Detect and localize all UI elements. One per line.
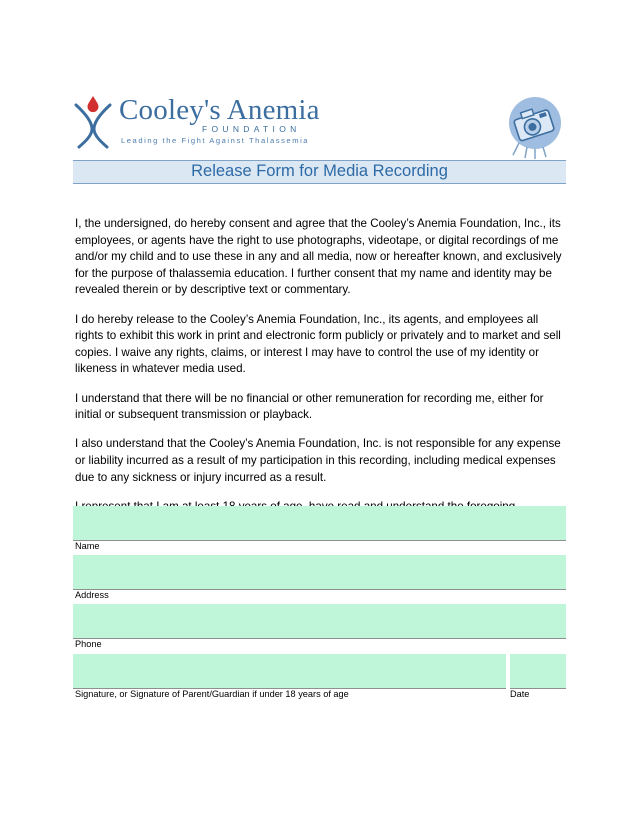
camera-icon bbox=[503, 97, 567, 159]
paragraph-remuneration: I understand that there will be no financial or other remuneration for recording me, either for initial or subsequent transmission or playback. bbox=[75, 391, 544, 422]
address-field-line bbox=[73, 589, 566, 590]
address-field[interactable] bbox=[73, 555, 566, 589]
phone-field-line bbox=[73, 638, 566, 639]
paragraph-consent: I, the undersigned, do hereby consent and agree that the Cooley’s Anemia Foundation, Inc., its employees, or agents have the right to use photographs, videotape, or digital recordings of me and/or my child and to use these in any and all media, now or hereafter known, and exclusively for the purpose of thalassemia education. I further consent that my name and identity may be revealed therein or by descriptive text or commentary. bbox=[75, 217, 562, 297]
phone-label: Phone bbox=[75, 639, 102, 649]
logo-foundation: FOUNDATION bbox=[202, 124, 301, 134]
phone-field[interactable] bbox=[73, 604, 566, 638]
logo-name: Cooley's Anemia bbox=[119, 94, 320, 126]
paragraph-liability: I also understand that the Cooley’s Anemia Foundation, Inc. is not responsible for any expense or liability incurred as a result of my participation in this recording, including medical expenses due to any sickness or injury incurred as a result. bbox=[75, 437, 561, 484]
paragraph-release: I do hereby release to the Cooley’s Anemia Foundation, Inc., its agents, and employees all rights to exhibit this work in print and electronic form publicly or privately and to market and sell copies. I waive any rights, claims, or interest I may have to control the use of my identity or likeness in whatever media used. bbox=[75, 312, 561, 376]
name-label: Name bbox=[75, 541, 100, 551]
date-label: Date bbox=[510, 689, 530, 699]
release-text bbox=[75, 216, 567, 544]
title-bar bbox=[73, 160, 566, 184]
signature-field[interactable] bbox=[73, 654, 506, 688]
blood-drop-figure-icon bbox=[73, 93, 119, 149]
camera-emblem bbox=[503, 97, 567, 159]
logo-tagline: Leading the Fight Against Thalassemia bbox=[121, 136, 310, 145]
date-field[interactable] bbox=[510, 654, 566, 688]
signature-label: Signature, or Signature of Parent/Guardian if under 18 years of age bbox=[75, 689, 349, 699]
name-field[interactable] bbox=[73, 506, 566, 540]
address-label: Address bbox=[75, 590, 109, 600]
name-field-line bbox=[73, 540, 566, 541]
foundation-logo bbox=[73, 93, 323, 149]
page-title: Release Form for Media Recording bbox=[191, 162, 448, 180]
